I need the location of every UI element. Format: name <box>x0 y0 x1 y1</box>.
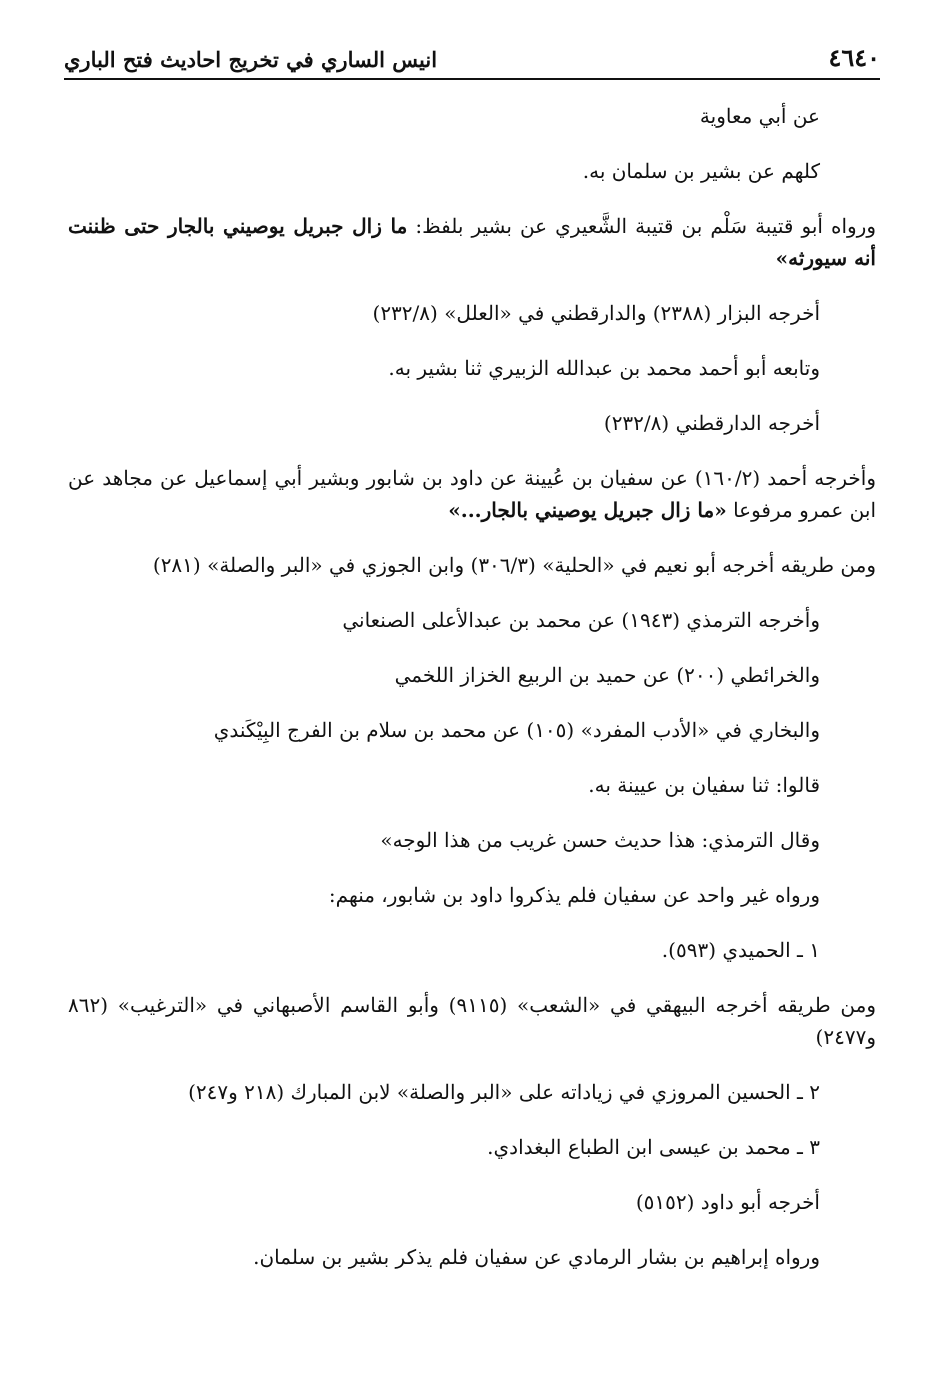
text-line-10: والخرائطي (٢٠٠) عن حميد بن الربيع الخزاز اللخمي <box>394 663 820 687</box>
header-rule <box>64 78 880 80</box>
text-line-3: ورواه أبو قتيبة سَلْم بن قتيبة الشَّعيري عن بشير بلفظ: ما زال جبريل يوصيني بالجار حتى ظننت أنه سيورثه» <box>68 214 876 270</box>
text-line-17: ٢ ـ الحسين المروزي في زياداته على «البر والصلة» لابن المبارك (٢١٨ و٢٤٧) <box>188 1080 820 1104</box>
text-line-7: وأخرجه أحمد (١٦٠/٢) عن سفيان بن عُيينة عن داود بن شابور وبشير أبي إسماعيل عن مجاهد عن ابن عمرو مرفوعا «ما زال جبريل يوصيني بالجار...» <box>68 466 876 522</box>
text-line-16: ومن طريقه أخرجه البيهقي في «الشعب» (٩١١٥) وأبو القاسم الأصبهاني في «الترغيب» (٨٦٢ و٢٤٧٧) <box>68 993 876 1049</box>
hadith-quote: «ما زال جبريل يوصيني بالجار...» <box>448 498 727 522</box>
text-line-2: كلهم عن بشير بن سلمان به. <box>582 159 820 183</box>
text-line-15: ١ ـ الحميدي (٥٩٣). <box>661 938 820 962</box>
text-line-12: قالوا: ثنا سفيان بن عيينة به. <box>588 773 820 797</box>
text-line-1: عن أبي معاوية <box>699 104 820 128</box>
text-line-13: وقال الترمذي: هذا حديث حسن غريب من هذا الوجه» <box>380 828 820 852</box>
hadith-quote: ما زال جبريل يوصيني بالجار حتى ظننت أنه سيورثه» <box>68 214 876 270</box>
text-line-20: ورواه إبراهيم بن بشار الرمادي عن سفيان فلم يذكر بشير بن سلمان. <box>253 1245 820 1269</box>
page-header <box>64 36 880 72</box>
text-line-6: أخرجه الدارقطني (٢٣٢/٨) <box>603 411 820 435</box>
text-line-5: وتابعه أبو أحمد محمد بن عبدالله الزبيري ثنا بشير به. <box>388 356 820 380</box>
page-number: ٤٦٤٠ <box>828 43 880 72</box>
running-title: انيس الساري في تخريج احاديث فتح الباري <box>64 47 438 72</box>
text-line-4: أخرجه البزار (٢٣٨٨) والدارقطني في «العلل» (٢٣٢/٨) <box>372 301 820 325</box>
text-line-8: ومن طريقه أخرجه أبو نعيم في «الحلية» (٣٠٦/٣) وابن الجوزي في «البر والصلة» (٢٨١) <box>152 553 876 577</box>
page-body <box>68 100 876 1296</box>
text-line-9: وأخرجه الترمذي (١٩٤٣) عن محمد بن عبدالأعلى الصنعاني <box>342 608 820 632</box>
text-line-11: والبخاري في «الأدب المفرد» (١٠٥) عن محمد بن سلام بن الفرج البِيْكَندي <box>213 718 820 742</box>
text-line-18: ٣ ـ محمد بن عيسى ابن الطباع البغدادي. <box>487 1135 820 1159</box>
text-line-14: ورواه غير واحد عن سفيان فلم يذكروا داود بن شابور، منهم: <box>328 883 820 907</box>
text-line-19: أخرجه أبو داود (٥١٥٢) <box>635 1190 820 1214</box>
